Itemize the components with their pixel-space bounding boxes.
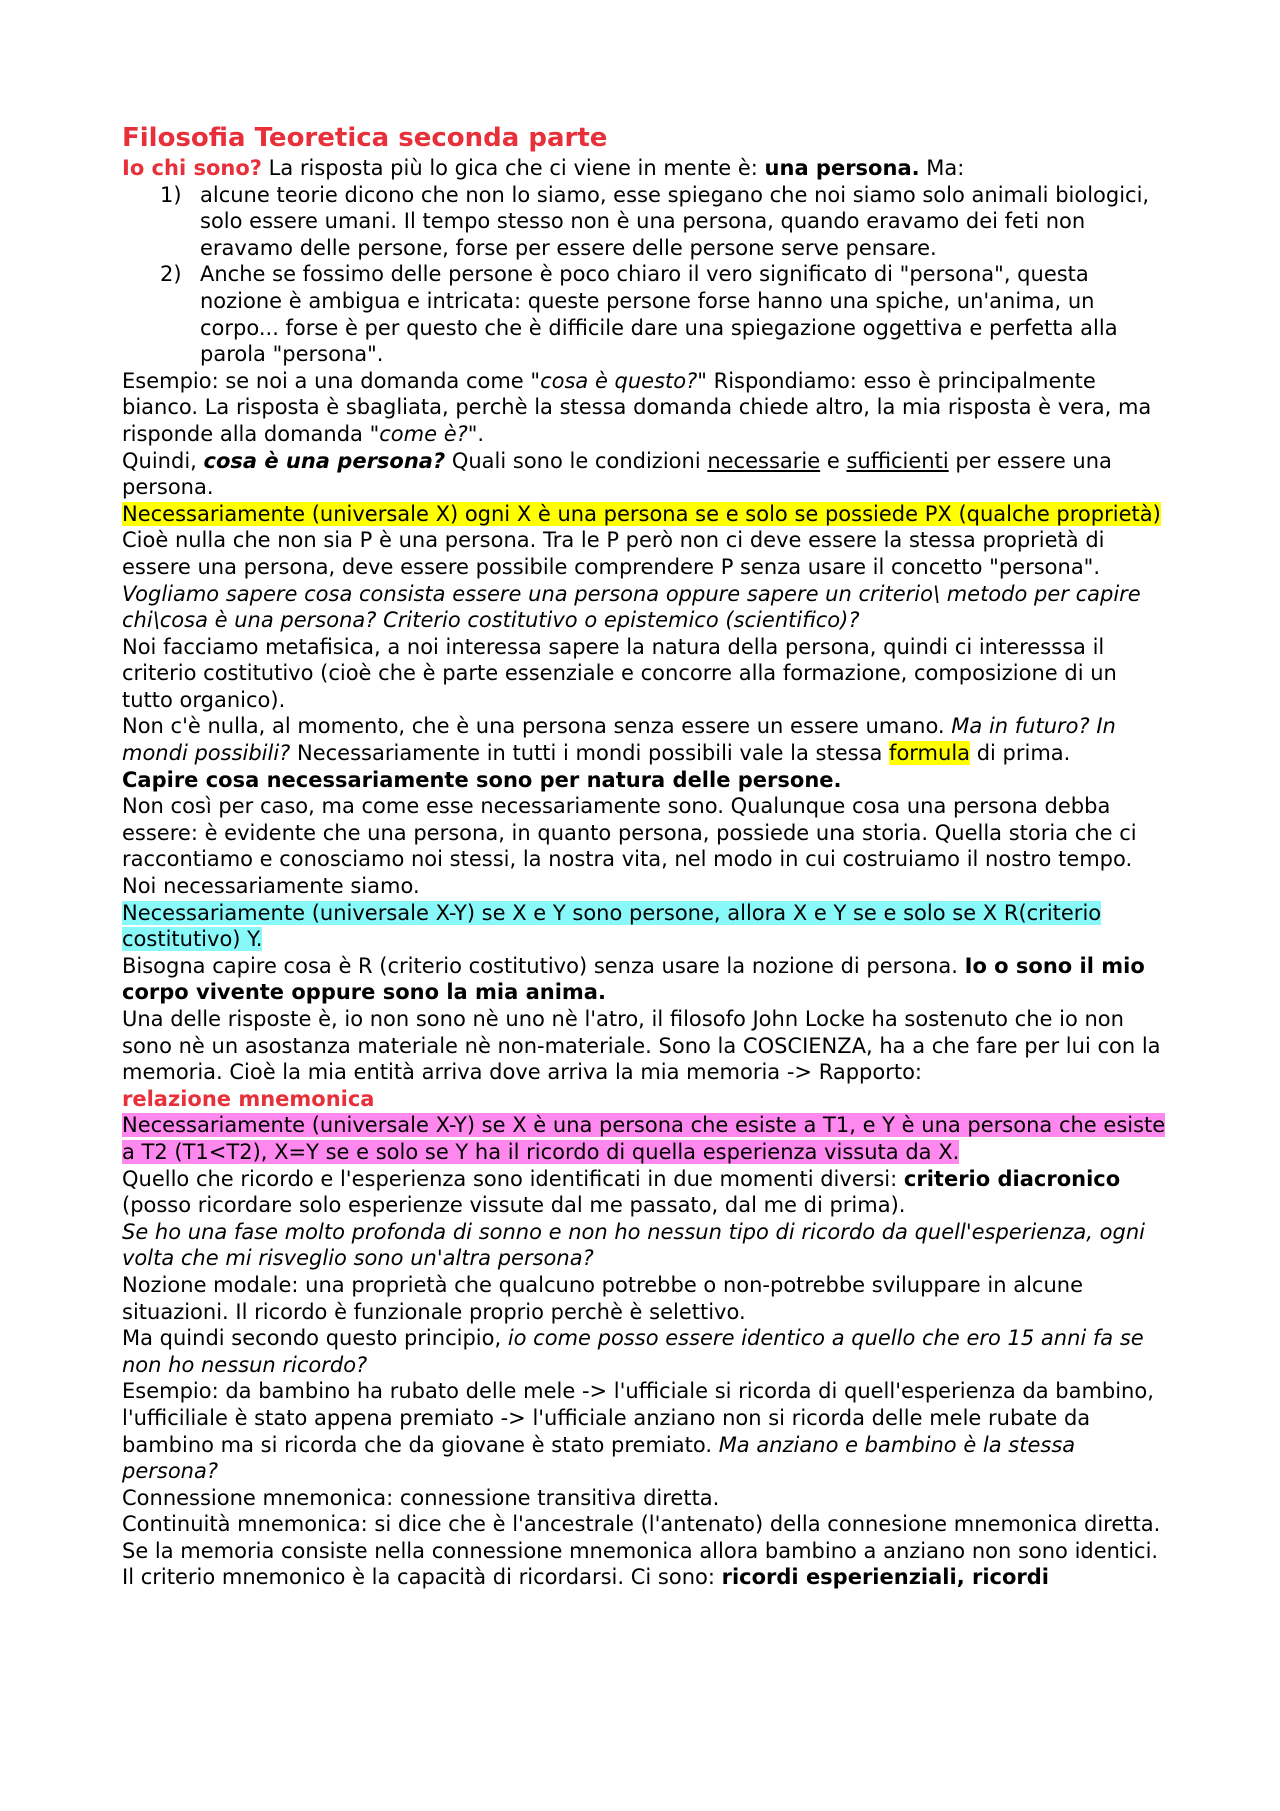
text: Bisogna capire cosa è R (criterio costitutivo) senza usare la nozione di persona. — [122, 953, 965, 978]
text: Non c'è nulla, al momento, che è una persona senza essere un essere umano. — [122, 714, 952, 739]
example-paragraph — [122, 368, 1172, 448]
underlined-text: necessarie — [707, 448, 821, 473]
continuita-paragraph: Continuità mnemonica: si dice che è l'ancestrale (l'antenato) della connesione mnemonica diretta. — [122, 1512, 1161, 1537]
text: Cioè nulla che non sia P è una persona. Tra le P però non ci deve essere la stessa proprietà di essere una persona, deve essere possibile comprendere P senza usare il concetto "persona". — [122, 528, 1105, 579]
formula-3 — [122, 1112, 1172, 1165]
esempio2-paragraph — [122, 1378, 1172, 1484]
italic-text: come è? — [379, 421, 468, 446]
italic-text: Vogliamo sapere cosa consista essere una persona oppure sapere un criterio\ metodo per capire chi\cosa è una persona? Criterio costitutivo o epistemico (scientifico)? — [122, 581, 1141, 633]
list-item — [122, 182, 1172, 262]
text: per essere una persona. — [122, 448, 1112, 500]
text: Necessariamente in tutti i mondi possibili vale la stessa — [290, 741, 890, 766]
bold-text: criterio diacronico — [903, 1166, 1121, 1191]
bisogna-paragraph — [122, 953, 1172, 1006]
text: Ma quindi secondo questo principio, — [122, 1326, 508, 1351]
bold-text: ricordi esperienziali, ricordi — [721, 1565, 1049, 1590]
criterio-paragraph — [122, 1564, 1172, 1591]
text: (posso ricordare solo esperienze vissute dal me passato, dal me di prima). — [122, 1193, 906, 1218]
noncosi-paragraph: Non così per caso, ma come esse necessariamente sono. Qualunque cosa una persona debba essere: è evidente che una persona, in quanto persona, possiede una storia. Quella storia che ci raccontiamo e conosciamo noi stessi, la nostra vita, nel modo in cui costruiamo il nostro tempo. Noi necessariamente siamo. — [122, 794, 1137, 899]
quello-paragraph — [122, 1166, 1172, 1219]
cioe-paragraph — [122, 527, 1172, 633]
bold-italic-text: cosa è una persona? — [203, 448, 446, 473]
nozione-paragraph: Nozione modale: una proprietà che qualcuno potrebbe o non-potrebbe sviluppare in alcune situazioni. Il ricordo è funzionale proprio perchè è selettivo. — [122, 1272, 1084, 1324]
list-item-text: alcune teorie dicono che non lo siamo, esse spiegano che noi siamo solo animali biologici, solo essere umani. Il tempo stesso non è una persona, quando eravamo dei feti non eravamo delle persone, forse per essere delle persone serve pensare. — [200, 182, 1150, 260]
maquindi-paragraph — [122, 1325, 1172, 1378]
highlighted-formula: Necessariamente (universale X) ogni X è una persona se e solo se possiede PX (qualche proprietà) — [122, 501, 1161, 526]
text: Esempio: da bambino ha rubato delle mele -> l'ufficiale si ricorda di quell'esperienza da bambino, l'ufficiliale è stato appena premiato -> l'ufficiale anziano non si ricorda delle mele rubate da bambino ma si ricorda che da giovane è stato premiato. — [122, 1379, 1154, 1457]
formula-2 — [122, 900, 1172, 953]
list-number: 2) — [160, 262, 182, 287]
metafisica-paragraph: Noi facciamo metafisica, a noi interessa sapere la natura della persona, quindi ci interesssa il criterio costitutivo (cioè che è parte essenziale e concorre alla formazione, composizione di un tutto organico). — [122, 634, 1117, 712]
text: ". — [467, 421, 485, 446]
text: Quello che ricordo e l'esperienza sono identificati in due momenti diversi: — [122, 1166, 904, 1191]
highlighted-word: formula — [889, 741, 971, 766]
document-body — [122, 123, 1172, 1591]
list-number: 1) — [160, 182, 182, 207]
intro-text: La risposta più lo gica che ci viene in mente è: — [261, 156, 765, 180]
intro-paragraph — [122, 155, 1172, 182]
memoria-paragraph: Se la memoria consiste nella connessione mnemonica allora bambino a anziano non sono identici. — [122, 1538, 1159, 1563]
list-item — [122, 261, 1172, 367]
text: " Rispondiamo: esso è principalmente bianco. La risposta è sbagliata, perchè la stessa domanda chiede altro, la mia risposta è vera, ma risponde alla domanda " — [122, 368, 1152, 446]
text: e — [820, 448, 847, 473]
text: di prima. — [970, 741, 1071, 766]
quindi-paragraph — [122, 448, 1172, 501]
text: Quali sono le condizioni — [445, 448, 708, 473]
underlined-text: sufficienti — [846, 448, 949, 473]
italic-text: cosa è questo? — [540, 368, 698, 393]
bold-text: Io o sono il mio corpo vivente oppure sono la mia anima. — [122, 953, 1145, 1005]
locke-paragraph: Una delle risposte è, io non sono nè uno nè l'atro, il filosofo John Locke ha sostenuto che io non sono nè un asostanza materiale nè non-materiale. Sono la COSCIENZA, ha a che fare per lui con la memoria. Cioè la mia entità arriva dove arriva la mia memoria -> Rapporto: — [122, 1007, 1161, 1085]
relazione-heading: relazione mnemonica — [122, 1086, 375, 1111]
text: Esempio: se noi a una domanda come " — [122, 368, 541, 393]
numbered-list — [122, 182, 1172, 368]
formula-1 — [122, 501, 1172, 528]
italic-text: Ma in futuro? In mondi possibili? — [122, 714, 1116, 766]
intro-bold: una persona. — [764, 156, 920, 180]
intro-question: Io chi sono? — [122, 156, 262, 180]
nonce-paragraph — [122, 713, 1172, 766]
document-title: Filosofia Teoretica seconda parte — [122, 123, 608, 153]
text: Quindi, — [122, 448, 204, 473]
connessione-paragraph: Connessione mnemonica: connessione transitiva diretta. — [122, 1485, 720, 1510]
capire-heading: Capire cosa necessariamente sono per natura delle persone. — [122, 767, 842, 792]
text: Il criterio mnemonico è la capacità di ricordarsi. Ci sono: — [122, 1565, 722, 1590]
highlighted-formula: Necessariamente (universale X-Y) se X e Y sono persone, allora X e Y se e solo se X R(criterio costitutivo) Y. — [122, 900, 1102, 952]
intro-text-end: Ma: — [919, 156, 965, 180]
italic-text: Ma anziano e bambino è la stessa persona? — [122, 1432, 1076, 1484]
sonno-question: Se ho una fase molto profonda di sonno e non ho nessun tipo di ricordo da quell'esperienza, ogni volta che mi risveglio sono un'altra persona? — [122, 1219, 1145, 1271]
italic-text: io come posso essere identico a quello che ero 15 anni fa se non ho nessun ricordo? — [122, 1326, 1144, 1377]
list-item-text: Anche se fossimo delle persone è poco chiaro il vero significato di "persona", questa nozione è ambigua e intricata: queste persone forse hanno una spiche, un'anima, un corpo... forse è per questo che è difficile dare una spiegazione oggettiva e perfetta alla parola "persona". — [200, 262, 1118, 367]
highlighted-formula: Necessariamente (universale X-Y) se X è una persona che esiste a T1, e Y è una persona che esiste a T2 (T1<T2), X=Y se e solo se Y ha il ricordo di quella esperienza vissuta da X. — [122, 1113, 1166, 1164]
